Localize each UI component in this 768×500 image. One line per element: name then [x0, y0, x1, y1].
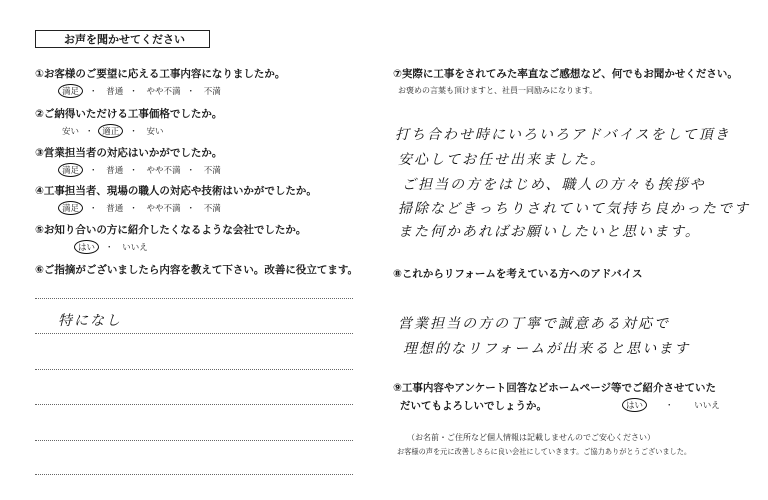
- question-4: ④工事担当者、現場の職人の対応や技術はいかがでしたか。: [35, 185, 317, 197]
- answer-line: [35, 369, 353, 370]
- q3-option-selected[interactable]: 満足: [58, 163, 83, 177]
- q8-answer-line-2[interactable]: 理想的なリフォームが出来ると思います: [403, 341, 691, 357]
- q4-options: 満足 ・ 普通 ・ やや不満 ・ 不満: [62, 201, 221, 215]
- answer-line: [35, 298, 353, 299]
- question-1: ①お客様のご要望に応える工事内容になりましたか。: [35, 68, 286, 80]
- q7-answer-line-3[interactable]: ご担当の方をはじめ、職人の方々も挨拶や: [402, 177, 706, 193]
- q1-option-selected[interactable]: 満足: [58, 84, 83, 98]
- q3-options: 満足 ・ 普通 ・ やや不満 ・ 不満: [62, 163, 221, 177]
- q7-answer-line-1[interactable]: 打ち合わせ時にいろいろアドバイスをして頂き: [395, 127, 731, 143]
- question-6: ⑥ご指摘がございましたら内容を教えて下さい。改善に役立てます。: [35, 264, 359, 276]
- q4-option[interactable]: 不満: [203, 204, 221, 214]
- q4-option[interactable]: やや不満: [146, 204, 181, 214]
- q9-option[interactable]: いいえ: [694, 401, 720, 411]
- form-title: お声を聞かせてください: [35, 30, 210, 48]
- q9-option-selected[interactable]: はい: [622, 398, 647, 412]
- answer-line: [35, 440, 353, 441]
- q5-options: はい ・ いいえ: [78, 240, 148, 254]
- question-8: ⑧これからリフォームを考えている方へのアドバイス: [393, 268, 643, 280]
- privacy-note: （お名前・ご住所など個人情報は記載しませんのでご安心ください）: [407, 433, 655, 442]
- answer-line: [35, 404, 353, 405]
- q7-answer-line-5[interactable]: また何かあればお願いしたいと思います。: [398, 224, 701, 240]
- question-5: ⑤お知り合いの方に紹介したくなるような会社でしたか。: [35, 224, 307, 236]
- question-3: ③営業担当者の対応はいかがでしたか。: [35, 147, 223, 159]
- q5-option[interactable]: いいえ: [122, 243, 148, 253]
- q9-options: はい ・ いいえ: [626, 398, 720, 412]
- question-2: ②ご納得いただける工事価格でしたか。: [35, 108, 223, 120]
- thanks-note: お客様の声を元に改善しさらに良い会社にしていきます。ご協力ありがとうございました。: [397, 447, 692, 456]
- q5-option-selected[interactable]: はい: [74, 240, 99, 254]
- q1-option[interactable]: 不満: [203, 87, 221, 97]
- q8-answer-line-1[interactable]: 営業担当の方の丁寧で誠意ある対応で: [398, 316, 670, 332]
- q3-option[interactable]: 不満: [203, 166, 221, 176]
- answer-line: [35, 474, 353, 475]
- question-9-line-1: ⑨工事内容やアンケート回答などホームページ等でご紹介させていた: [393, 382, 717, 394]
- question-9-line-2: だいてもよろしいでしょうか。: [400, 400, 547, 412]
- q3-option[interactable]: 普通: [106, 166, 124, 176]
- q2-option-selected[interactable]: 適正: [98, 124, 123, 138]
- q2-options: 安い ・ 適正 ・ 安い: [62, 124, 163, 138]
- q1-option[interactable]: やや不満: [146, 87, 181, 97]
- q7-note: お褒めの言葉も頂けますと、社員一同励みになります。: [398, 86, 598, 95]
- q4-option[interactable]: 普通: [106, 204, 124, 214]
- q1-option[interactable]: 普通: [106, 87, 124, 97]
- q2-option[interactable]: 安い: [146, 127, 164, 137]
- q2-option[interactable]: 安い: [62, 127, 80, 137]
- question-7: ⑦実際に工事をされてみた率直なご感想など、何でもお聞かせください。: [393, 68, 738, 80]
- q1-options: 満足 ・ 普通 ・ やや不満 ・ 不満: [62, 84, 221, 98]
- q7-answer-line-2[interactable]: 安心してお任せ出来ました。: [398, 152, 606, 168]
- answer-line: [35, 333, 353, 334]
- q4-option-selected[interactable]: 満足: [58, 201, 83, 215]
- q7-answer-line-4[interactable]: 掃除などきっちりされていて気持ち良かったです: [398, 201, 750, 217]
- q3-option[interactable]: やや不満: [146, 166, 181, 176]
- q6-answer[interactable]: 特になし: [58, 313, 122, 329]
